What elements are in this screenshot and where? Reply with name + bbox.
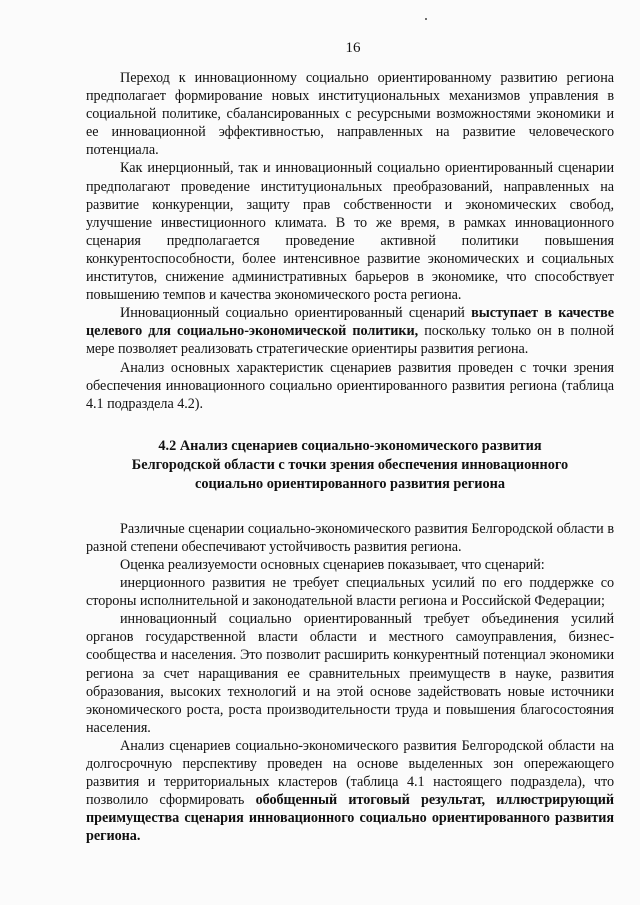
paragraph [86,159,614,304]
text-run: Инновационный социально ориентированный сценарий [120,305,472,322]
text-run: поскольку только он в полной мере позволяет реализовать стратегические ориентиры развития региона. [86,323,614,358]
scan-speck [425,18,427,20]
document-page [86,40,614,845]
paragraph [86,359,614,413]
page-number: 16 [345,40,361,56]
text-run: Различные сценарии социально-экономического развития Белгородской области в разной степени обеспечивают устойчивость развития региона. [86,520,614,555]
heading-line: 4.2 Анализ сценариев социально-экономического развития [158,437,542,454]
text-run: Анализ основных характеристик сценариев развития проведен с точки зрения обеспечения инновационного социально ориентированного развития региона (таблица 4.1 подраздела 4.2). [86,359,614,412]
body-text-bottom [86,520,614,846]
text-run: Оценка реализуемости основных сценариев показывает, что сценарий: [120,556,545,573]
paragraph [86,737,614,846]
text-run: Переход к инновационному социально ориентированному развитию региона предполагает формирование новых институциональных механизмов управления в социальной политике, сбалансированных с ресурсными возможностями экономики и ее инновационной эффективностью, направленных на развитие человеческого потенциала. [86,70,614,159]
body-text-top [86,69,614,413]
bold-text: обобщенный итоговый результат, иллюстрирующий преимущества сценария инновационного социально ориентированного развития региона. [86,792,614,845]
text-run: инерционного развития не требует специальных усилий по его поддержке со стороны исполнительной и законодательной власти региона и Российской Федерации; [86,575,614,610]
paragraph [86,610,614,737]
paragraph [86,304,614,358]
paragraph [86,556,614,574]
section-heading [86,437,614,494]
text-run: инновационный социально ориентированный требует объединения усилий органов государственной власти области и местного самоуправления, бизнес-сообщества и населения. Это позволит расширить конкурентный потенциал экономики региона за счет наращивания ее сравнительных преимуществ в науке, развития образования, высоких технологий и на этой основе задействовать новые источники экономического роста, роста производительности труда и повышения благосостояния населения. [86,611,614,736]
text-run: Как инерционный, так и инновационный социально ориентированный сценарии предполагают проведение институциональных преобразований, направленных на развитие конкуренции, защиту прав собственности и экономических свобод, улучшение инвестиционного климата. В то же время, в рамках инновационного сценария предполагается проведение активной политики повышения конкурентоспособности, более интенсивное развитие экономических и социальных институтов, снижение административных барьеров в экономике, что способствует повышению темпов и качества экономического роста региона. [86,160,614,304]
paragraph [86,574,614,610]
heading-line: Белгородской области с точки зрения обеспечения инновационного [131,456,569,473]
paragraph [86,69,614,159]
heading-line: социально ориентированного развития региона [195,475,505,492]
bold-text: выступает в качестве целевого для социально-экономической политики, [86,305,614,340]
text-run: Анализ сценариев социально-экономического развития Белгородской области на долгосрочную перспективу проведен на основе выделенных зон опережающего развития и территориальных кластеров (таблица 4.1 настоящего подраздела), что позволило сформировать [86,737,614,809]
paragraph [86,520,614,556]
